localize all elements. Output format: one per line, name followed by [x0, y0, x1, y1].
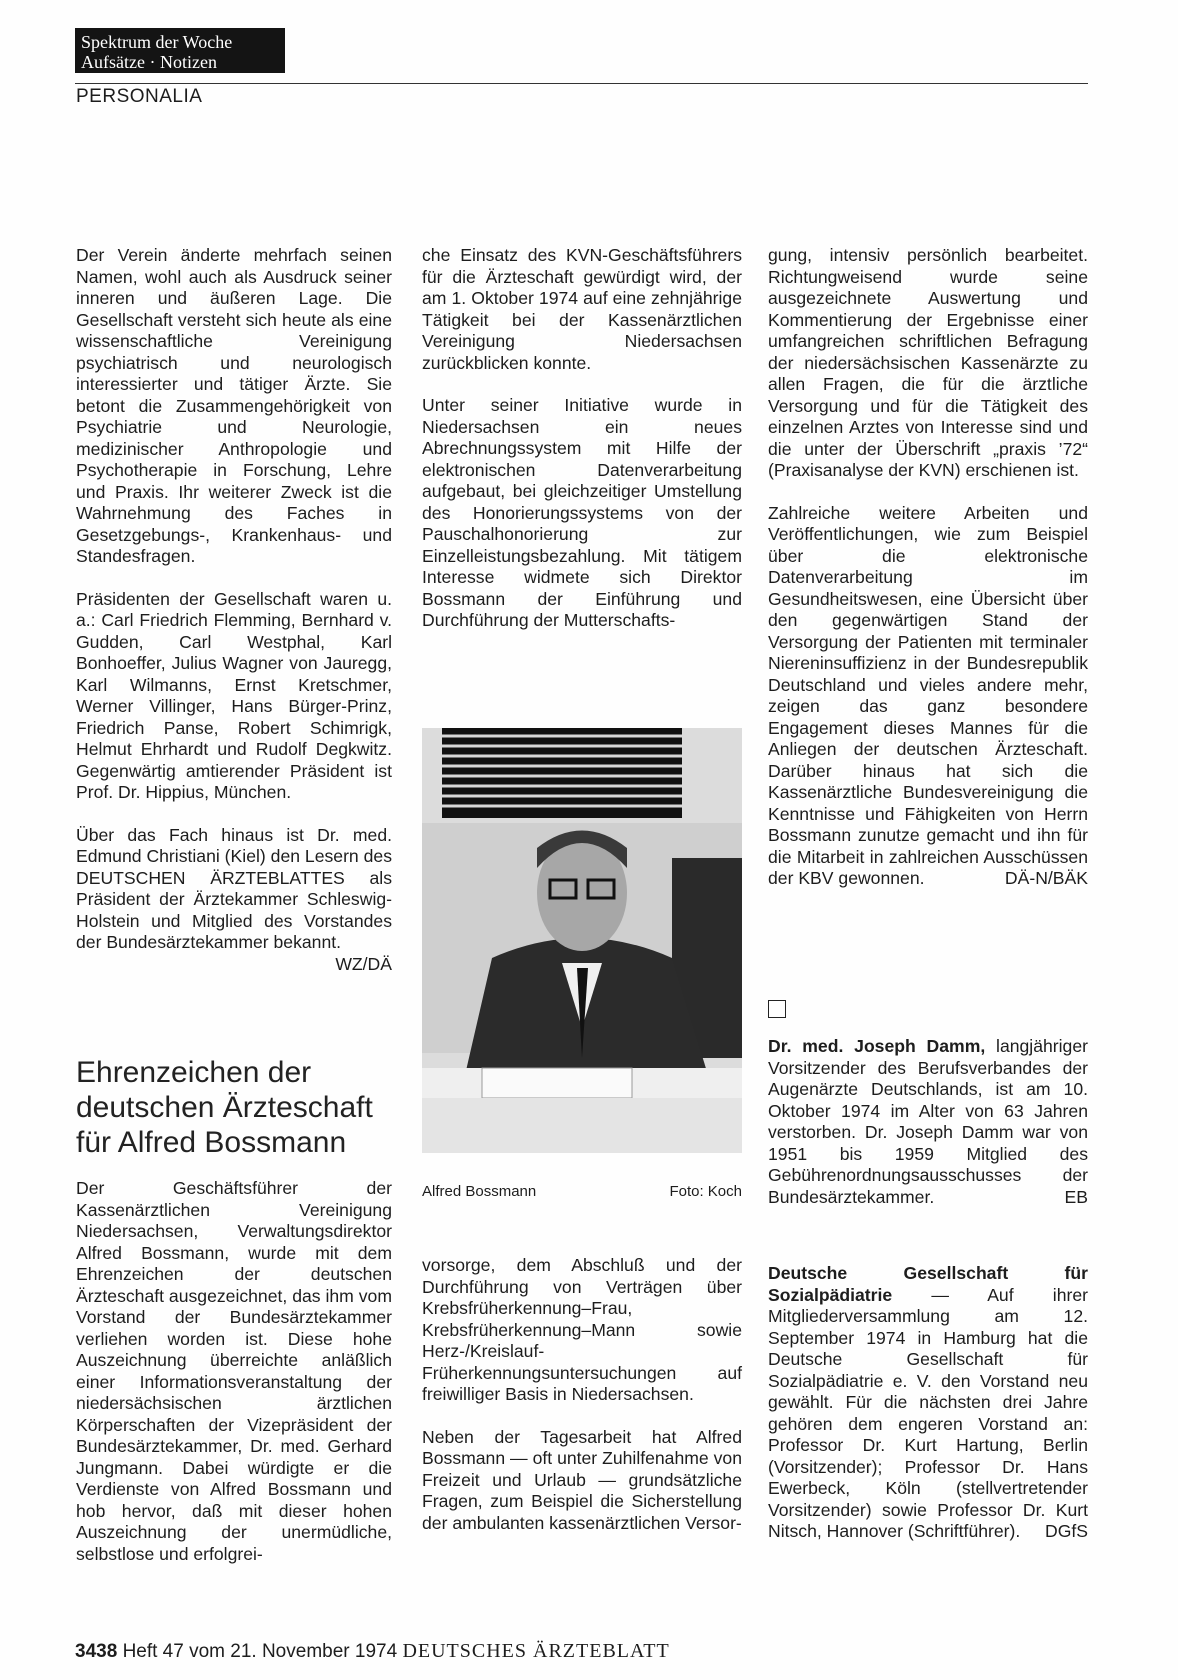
paragraph: gung, intensiv persönlich bearbeitet. Richtungweisend wurde seine ausgezeichnete Auswertung und Kommentierung der Ergebnisse einer umfangreichen schriftlichen Befragung der niedersächsischen Kassenärzte zu allen Fragen, die für die ärztliche Versorgung und für die Tätigkeit des einzelnen Arztes von Interesse sind und die unter der Überschrift „praxis ’72“ (Praxisanalyse der KVN) erschienen ist.	[768, 245, 1088, 480]
caption-name: Alfred Bossmann	[422, 1183, 537, 1200]
paragraph	[768, 1263, 1088, 1543]
photo-credit: Foto: Koch	[669, 1183, 742, 1200]
notice-sozialpaediatrie	[768, 1263, 1088, 1543]
column-2-continued	[422, 1255, 742, 1534]
separator-square-icon	[768, 1000, 786, 1018]
column-3	[768, 245, 1088, 890]
paragraph-text: — Auf ihrer Mitgliederversammlung am 12. September 1974 in Hamburg hat die Deutsche Gesellschaft für Sozialpädiatrie e. V. den Vorstand neu gewählt. Für die nächsten drei Jahre gehören dem engeren Vorstand an: Professor Dr. Kurt Hartung, Berlin (Vorsitzender); Professor Dr. Hans Ewerbeck, Köln (stellvertretender Vorsitzender) sowie Professor Dr. Kurt Nitsch, Hannover (Schriftführer).	[768, 1284, 1088, 1541]
paragraph: Präsidenten der Gesellschaft waren u. a.: Carl Friedrich Flemming, Bernhard v. Gudden, Carl Westphal, Karl Bonhoeffer, Julius Wagner von Jauregg, Karl Wilmanns, Ernst Kretschmer, Werner Villinger, Hans Bürger-Prinz, Friedrich Panse, Robert Schimrigk, Helmut Ehrhardt und Rudolf Degkwitz. Gegenwärtig amtierender Präsident ist Prof. Dr. Hippius, München.	[76, 588, 392, 802]
section-header-box	[75, 28, 285, 73]
signature: WZ/DÄ	[335, 953, 392, 974]
issue-info: Heft 47 vom 21. November 1974	[122, 1641, 398, 1662]
portrait-photo	[422, 728, 742, 1153]
paragraph-text: Zahlreiche weitere Arbeiten und Veröffentlichungen, wie zum Beispiel über die elektronische Datenverarbeitung im Gesundheitswesen, eine Übersicht über den gegenwärtigen Stand der Versorgung der Patienten mit terminaler Niereninsuffizienz in der Bundesrepublik Deutschland und vieles andere mehr, zeigen das ganz besondere Engagement dieses Mannes für die Anliegen der deutschen Ärzteschaft. Darüber hinaus hat sich die Kassenärztliche Bundesvereinigung die Kenntnisse und Fähigkeiten von Herrn Bossmann zunutze gemacht und ihn für die Mitarbeit in zahlreichen Ausschüssen der KBV gewonnen.	[768, 502, 1088, 888]
masthead: DEUTSCHES ÄRZTEBLATT	[402, 1640, 670, 1662]
article-intro	[76, 1178, 392, 1565]
portrait-illustration	[422, 728, 742, 1153]
signature: DGfS	[1044, 1521, 1088, 1541]
header-line-2: Aufsätze · Notizen	[81, 52, 217, 72]
paragraph-text: langjähriger Vorsitzender des Berufsverbandes der Augenärzte Deutschlands, ist am 10. Oktober 1974 im Alter von 63 Jahren verstorben. Dr. Joseph Damm war von 1951 bis 1959 Mitglied des Gebührenordnungsausschusses der Bundesärztekammer.	[768, 1036, 1088, 1207]
column-1	[76, 245, 392, 975]
paragraph	[768, 1036, 1088, 1208]
paragraph: Neben der Tagesarbeit hat Alfred Bossmann — oft unter Zuhilfenahme von Freizeit und Urlaub — grundsätzliche Fragen, zum Beispiel die Sicherstellung der ambulanten kassenärztlichen Versor-	[422, 1426, 742, 1533]
paragraph: Der Verein änderte mehrfach seinen Namen, wohl auch als Ausdruck seiner inneren und äußeren Lage. Die Gesellschaft versteht sich heute als eine wissenschaftliche Vereinigung psychiatrisch und neurologisch interessierter und tätiger Ärzte. Sie betont die Zusammengehörigkeit von Psychiatrie und Neurologie, medizinischer Anthropologie und Psychotherapie in Forschung, Lehre und Praxis. Ihr weiterer Zweck ist die Wahrnehmung des Faches in Gesetzgebungs-, Krankenhaus- und Standesfragen.	[76, 245, 392, 566]
column-2	[422, 245, 742, 632]
paragraph-text: Über das Fach hinaus ist Dr. med. Edmund Christiani (Kiel) den Lesern des DEUTSCHEN ÄRZTEBLATTES als Präsident der Ärztekammer Schleswig-Holstein und Mitglied des Vorstandes der Bundesärztekammer bekannt.	[76, 824, 392, 952]
signature: DÄ-N/BÄK	[1004, 868, 1088, 888]
header-line-1: Spektrum der Woche	[81, 32, 233, 52]
section-label: PERSONALIA	[76, 86, 203, 107]
paragraph	[768, 503, 1088, 890]
organization-name: Deutsche Gesellschaft für Sozialpädiatrie	[768, 1263, 1088, 1305]
paragraph: Unter seiner Initiative wurde in Niedersachsen ein neues Abrechnungssystem mit Hilfe der elektronischen Datenverarbeitung aufgebaut, bei gleichzeitiger Umstellung des Honorierungssystems von der Pauschalhonorierung zur Einzelleistungsbezahlung. Mit tätigem Interesse widmete sich Direktor Bossmann der Einführung und Durchführung der Mutterschafts-	[422, 395, 742, 630]
paragraph	[76, 824, 392, 974]
page-number: 3438	[75, 1641, 118, 1662]
header-rule	[75, 83, 1088, 84]
paragraph: vorsorge, dem Abschluß und der Durchführung von Verträgen über Krebsfrüherkennung–Frau, Krebsfrüherkennung–Mann sowie Herz-/Kreislauf-Früherkennungsuntersuchungen auf freiwilliger Basis in Niedersachsen.	[422, 1255, 742, 1404]
paragraph: Der Geschäftsführer der Kassenärztlichen Vereinigung Niedersachsen, Verwaltungsdirektor Alfred Bossmann, wurde mit dem Ehrenzeichen der deutschen Ärzteschaft ausgezeichnet, das ihm vom Vorstand der Bundesärztekammer verliehen worden ist. Diese hohe Auszeichnung überreichte anläßlich einer Informationsveranstaltung der niedersächsischen ärztlichen Körperschaften der Vizepräsident der Bundesärztekammer, Dr. med. Gerhard Jungmann. Dabei würdigte er die Verdienste von Alfred Bossmann und hob hervor, daß mit dieser hohen Auszeichnung der unermüdliche, selbstlose und erfolgrei-	[76, 1178, 392, 1564]
article-headline: Ehrenzeichen der deutschen Ärzteschaft für Alfred Bossmann	[76, 1056, 373, 1159]
page-footer	[75, 1640, 670, 1663]
paragraph: che Einsatz des KVN-Geschäftsführers für die Ärzteschaft gewürdigt wird, der am 1. Oktober 1974 auf eine zehnjährige Tätigkeit bei der Kassenärztlichen Vereinigung Niedersachsen zurückblicken konnte.	[422, 245, 742, 373]
obituary-damm	[768, 1036, 1088, 1208]
person-name: Dr. med. Joseph Damm,	[768, 1036, 986, 1056]
signature: EB	[1064, 1186, 1088, 1207]
